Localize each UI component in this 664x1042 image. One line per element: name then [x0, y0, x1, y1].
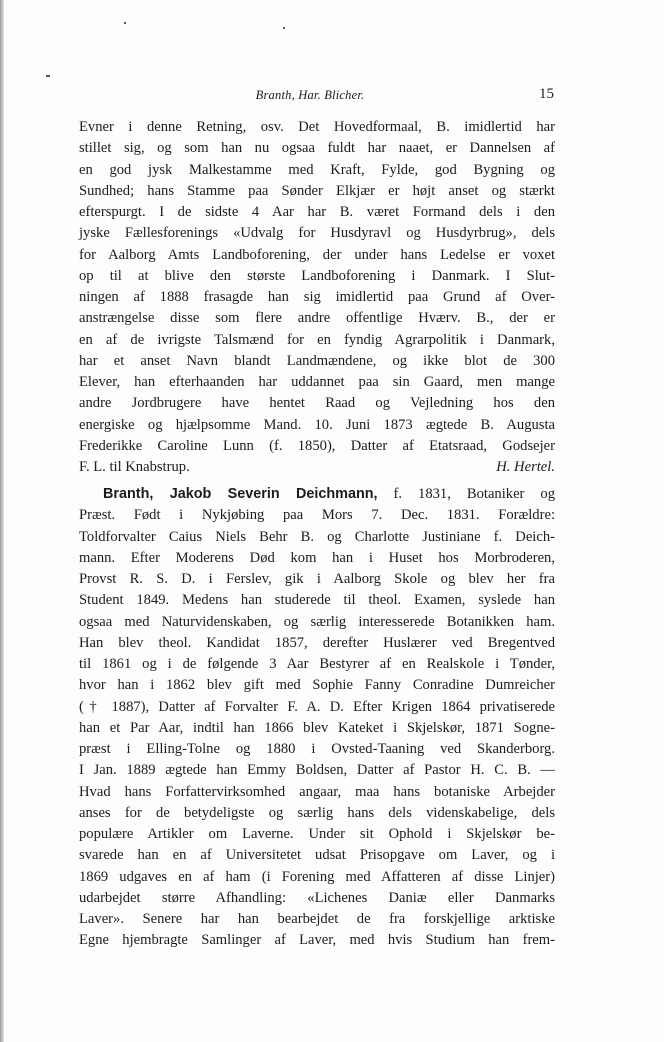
- text-line: en af de ivrigste Talsmænd for en fyndig Agrarpolitik i Danmark,: [79, 331, 555, 348]
- text-line: Han blev theol. Kandidat 1857, derefter Huslærer ved Bregentved: [79, 634, 555, 651]
- entry-first-line-rest: f. 1831, Botaniker og: [393, 486, 555, 502]
- text-line: Frederikke Caroline Lunn (f. 1850), Datter af Etatsraad, Godsejer: [79, 437, 555, 454]
- text-line: efterspurgt. I de sidste 4 Aar har B. været Formand dels i den: [79, 204, 555, 220]
- text-line: til 1861 og i de følgende 3 Aar Bestyrer af en Realskole i Tønder,: [79, 656, 555, 672]
- text-line: han et Par Aar, indtil han 1866 blev Kateket i Skjelskør, 1871 Sogne-: [79, 719, 555, 736]
- text-line: hvor han i 1862 blev gift med Sophie Fanny Conradine Dumreicher: [79, 677, 555, 694]
- scan-speck: [124, 22, 126, 24]
- text-line: stillet sig, og som han nu ogsaa fuldt har naaet, er Dannelsen af: [79, 140, 555, 157]
- text-line-end: F. L. til Knabstrup.: [79, 459, 190, 475]
- text-line: en god jysk Malkestamme med Kraft, Fylde, god Bygning og: [79, 161, 555, 178]
- text-line-with-signature: [79, 457, 555, 478]
- text-line: Student 1849. Medens han studerede til theol. Examen, syslede han: [79, 592, 555, 609]
- text-line: Laver». Senere har han bearbejdet de fra forskjellige arktiske: [79, 911, 555, 927]
- page-binding-edge: [0, 0, 4, 1042]
- text-line: udarbejdet større Afhandling: «Lichenes Daniæ eller Danmarks: [79, 889, 555, 906]
- entry-branth-jakob-severin-deichmann: [79, 484, 555, 952]
- text-line: Elever, han efterhaanden har uddannet paa sin Gaard, men mange: [79, 374, 555, 390]
- text-line: har et anset Navn blandt Landmændene, og ikke blot de 300: [79, 352, 555, 369]
- running-head: [0, 86, 664, 106]
- text-line: I Jan. 1889 ægtede han Emmy Boldsen, Datter af Pastor H. C. B. —: [79, 762, 555, 779]
- running-title: Branth, Har. Blicher.: [255, 88, 365, 102]
- text-line: († 1887), Datter af Forvalter F. A. D. Efter Krigen 1864 privatiserede: [79, 698, 555, 715]
- text-line: anstrængelse disse som flere andre offentlige Hværv. B., der er: [79, 310, 555, 327]
- text-line: op til at blive den største Landboforening i Danmark. I Slut-: [79, 267, 555, 284]
- text-line: 1869 udgaves en af ham (i Forening med Affatteren af disse Linjer): [79, 868, 555, 885]
- text-line: Evner i denne Retning, osv. Det Hovedformaal, B. imidlertid har: [79, 119, 555, 135]
- author-signature: H. Hertel.: [496, 459, 555, 475]
- text-line: Egne hjembragte Samlinger af Laver, med hvis Studium han frem-: [79, 932, 555, 949]
- text-line: præst i Elling-Tolne og 1880 i Ovsted-Taaning ved Skanderborg.: [79, 741, 555, 757]
- text-line: mann. Efter Moderens Død kom han i Huset hos Morbroderen,: [79, 549, 555, 566]
- paragraph-branth-har-blicher-continued: [79, 117, 555, 478]
- text-line: energiske og hjælpsomme Mand. 10. Juni 1873 ægtede B. Augusta: [79, 416, 555, 433]
- text-line: Sundhed; hans Stamme paa Sønder Elkjær er højt anset og stærkt: [79, 182, 555, 199]
- entry-first-line: [79, 484, 555, 505]
- text-line: Provst R. S. D. i Ferslev, gik i Aalborg Skole og blev her fra: [79, 571, 555, 587]
- page-number: 15: [539, 86, 554, 102]
- text-line: andre Jordbrugere have hentet Raad og Vejledning hos den: [79, 395, 555, 412]
- text-line: for Aalborg Amts Landboforening, der under hans Ledelse er voxet: [79, 246, 555, 263]
- text-line: svarede han en af Universitetet udsat Prisopgave om Laver, og i: [79, 847, 555, 864]
- text-line: Hvad hans Forfattervirksomhed angaar, maa hans botaniske Arbejder: [79, 783, 555, 800]
- entry-headword: Branth, Jakob Severin Deichmann,: [103, 486, 378, 502]
- text-line: populære Artikler om Laverne. Under sit Ophold i Skjelskør be-: [79, 826, 555, 842]
- text-line: ningen af 1888 frasagde han sig imidlertid paa Grund af Over-: [79, 289, 555, 305]
- scan-speck: [283, 27, 285, 29]
- text-line: anses for de betydeligste og særlig hans dels videnskabelige, dels: [79, 804, 555, 821]
- text-line: Præst. Født i Nykjøbing paa Mors 7. Dec. 1831. Forældre:: [79, 507, 555, 524]
- text-line: jyske Fællesforenings «Udvalg for Husdyravl og Husdyrbrug», dels: [79, 225, 555, 242]
- text-line: Toldforvalter Caius Niels Behr B. og Charlotte Justiniane f. Deich-: [79, 528, 555, 545]
- scan-speck: [46, 75, 50, 77]
- text-line: ogsaa med Naturvidenskaben, og særlig interesserede Botanikken ham.: [79, 613, 555, 630]
